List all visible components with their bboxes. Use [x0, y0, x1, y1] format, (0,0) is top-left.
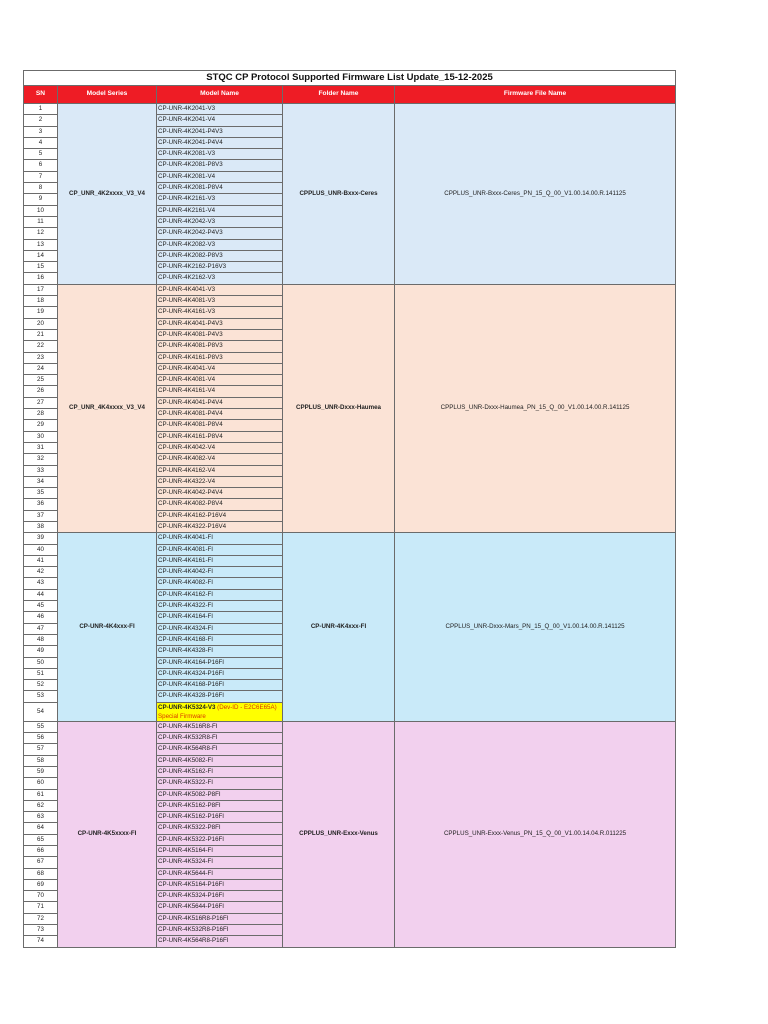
sn-cell: 46	[24, 612, 58, 623]
sn-cell: 47	[24, 623, 58, 634]
firmware-file-cell: CPPLUS_UNR-Exxx-Venus_PN_15_Q_00_V1.00.14.04.R.011225	[395, 721, 676, 947]
model-name-cell: CP-UNR-4K5644-FI	[157, 868, 283, 879]
table-body	[24, 104, 676, 948]
model-name-cell: CP-UNR-4K4042-P4V4	[157, 488, 283, 499]
sn-cell: 63	[24, 812, 58, 823]
header-folder-name: Folder Name	[283, 86, 395, 104]
model-name-cell: CP-UNR-4K4322-V4	[157, 476, 283, 487]
firmware-file-cell: CPPLUS_UNR-Bxxx-Ceres_PN_15_Q_00_V1.00.14.00.R.141125	[395, 104, 676, 285]
model-name-cell: CP-UNR-4K4161-V3	[157, 307, 283, 318]
model-name-cell: CP-UNR-4K4168-P16FI	[157, 680, 283, 691]
sn-cell: 17	[24, 284, 58, 295]
sn-cell: 14	[24, 250, 58, 261]
model-name-cell: CP-UNR-4K516R8-P16FI	[157, 913, 283, 924]
sn-cell: 18	[24, 296, 58, 307]
special-model-name: CP-UNR-4K5324-V3	[158, 703, 216, 711]
model-name-cell: CP-UNR-4K2081-P8V4	[157, 183, 283, 194]
sn-cell: 8	[24, 183, 58, 194]
model-series-cell: CP-UNR-4K4xxx-FI	[58, 533, 157, 721]
model-name-cell: CP-UNR-4K4168-FI	[157, 634, 283, 645]
firmware-table	[23, 70, 676, 948]
sn-cell: 73	[24, 925, 58, 936]
sn-cell: 71	[24, 902, 58, 913]
model-name-cell: CP-UNR-4K4161-P8V3	[157, 352, 283, 363]
model-name-cell: CP-UNR-4K4324-FI	[157, 623, 283, 634]
model-name-cell: CP-UNR-4K5164-P16FI	[157, 879, 283, 890]
model-series-cell: CP_UNR_4K4xxxx_V3_V4	[58, 284, 157, 533]
model-name-cell: CP-UNR-4K4164-FI	[157, 612, 283, 623]
model-name-cell: CP-UNR-4K2162-P16V3	[157, 262, 283, 273]
folder-name-cell: CPPLUS_UNR-Exxx-Venus	[283, 721, 395, 947]
sn-cell: 39	[24, 533, 58, 544]
special-dev-id: (Dev-ID - E2C6E65A)	[217, 703, 277, 711]
model-name-cell: CP-UNR-4K5644-P16FI	[157, 902, 283, 913]
sn-cell: 20	[24, 318, 58, 329]
model-name-cell: CP-UNR-4K2082-P8V3	[157, 250, 283, 261]
sn-cell: 13	[24, 239, 58, 250]
firmware-file-cell: CPPLUS_UNR-Dxxx-Haumea_PN_15_Q_00_V1.00.14.00.R.141125	[395, 284, 676, 533]
sn-cell: 28	[24, 409, 58, 420]
sn-cell: 55	[24, 721, 58, 732]
sn-cell: 69	[24, 879, 58, 890]
special-firmware-cell	[157, 702, 283, 721]
sn-cell: 33	[24, 465, 58, 476]
model-name-cell: CP-UNR-4K2041-V3	[157, 104, 283, 115]
sn-cell: 3	[24, 126, 58, 137]
table-row	[24, 284, 676, 295]
model-name-cell: CP-UNR-4K4161-P8V4	[157, 431, 283, 442]
model-name-cell: CP-UNR-4K2041-P4V3	[157, 126, 283, 137]
sn-cell: 57	[24, 744, 58, 755]
sn-cell: 23	[24, 352, 58, 363]
model-series-cell: CP-UNR-4K5xxxx-FI	[58, 721, 157, 947]
sn-cell: 37	[24, 510, 58, 521]
sn-cell: 7	[24, 171, 58, 182]
model-name-cell: CP-UNR-4K5322-P16FI	[157, 834, 283, 845]
sn-cell: 41	[24, 555, 58, 566]
model-name-cell: CP-UNR-4K4042-V4	[157, 442, 283, 453]
sn-cell: 51	[24, 668, 58, 679]
model-name-cell: CP-UNR-4K2161-V3	[157, 194, 283, 205]
model-name-cell: CP-UNR-4K4322-P16V4	[157, 521, 283, 532]
model-name-cell: CP-UNR-4K4162-P16V4	[157, 510, 283, 521]
model-name-cell: CP-UNR-4K2041-V4	[157, 115, 283, 126]
model-name-cell: CP-UNR-4K5162-P8FI	[157, 800, 283, 811]
model-name-cell: CP-UNR-4K4082-FI	[157, 578, 283, 589]
table-row	[24, 721, 676, 732]
table-row	[24, 533, 676, 544]
model-name-cell: CP-UNR-4K5082-P8FI	[157, 789, 283, 800]
sn-cell: 1	[24, 104, 58, 115]
model-name-cell: CP-UNR-4K5164-FI	[157, 846, 283, 857]
sn-cell: 22	[24, 341, 58, 352]
sn-cell: 32	[24, 454, 58, 465]
sn-cell: 4	[24, 137, 58, 148]
model-name-cell: CP-UNR-4K4161-FI	[157, 555, 283, 566]
model-name-cell: CP-UNR-4K4081-P4V4	[157, 409, 283, 420]
model-name-cell: CP-UNR-4K2042-P4V3	[157, 228, 283, 239]
model-name-cell: CP-UNR-4K2081-V3	[157, 149, 283, 160]
model-name-cell: CP-UNR-4K532R8-FI	[157, 733, 283, 744]
sn-cell: 53	[24, 691, 58, 702]
model-name-cell: CP-UNR-4K2081-V4	[157, 171, 283, 182]
sn-cell: 50	[24, 657, 58, 668]
model-name-cell: CP-UNR-4K4041-P4V4	[157, 397, 283, 408]
sn-cell: 36	[24, 499, 58, 510]
model-name-cell: CP-UNR-4K4081-V4	[157, 375, 283, 386]
sn-cell: 27	[24, 397, 58, 408]
model-name-cell: CP-UNR-4K2162-V3	[157, 273, 283, 284]
model-name-cell: CP-UNR-4K4328-P16FI	[157, 691, 283, 702]
sn-cell: 49	[24, 646, 58, 657]
model-name-cell: CP-UNR-4K4041-V4	[157, 363, 283, 374]
header-model-series: Model Series	[58, 86, 157, 104]
sn-cell: 15	[24, 262, 58, 273]
model-name-cell: CP-UNR-4K2042-V3	[157, 216, 283, 227]
sn-cell: 67	[24, 857, 58, 868]
model-name-cell: CP-UNR-4K564R8-FI	[157, 744, 283, 755]
sn-cell: 59	[24, 766, 58, 777]
sn-cell: 9	[24, 194, 58, 205]
model-name-cell: CP-UNR-4K5162-P16FI	[157, 812, 283, 823]
sn-cell: 74	[24, 936, 58, 947]
model-name-cell: CP-UNR-4K2082-V3	[157, 239, 283, 250]
model-name-cell: CP-UNR-4K4081-P4V3	[157, 329, 283, 340]
sn-cell: 64	[24, 823, 58, 834]
model-name-cell: CP-UNR-4K4041-FI	[157, 533, 283, 544]
model-name-cell: CP-UNR-4K4162-FI	[157, 589, 283, 600]
sn-cell: 25	[24, 375, 58, 386]
model-name-cell: CP-UNR-4K2081-P8V3	[157, 160, 283, 171]
sn-cell: 65	[24, 834, 58, 845]
sn-cell: 34	[24, 476, 58, 487]
sn-cell: 61	[24, 789, 58, 800]
model-name-cell: CP-UNR-4K564R8-P16FI	[157, 936, 283, 947]
model-name-cell: CP-UNR-4K4322-FI	[157, 601, 283, 612]
sn-cell: 45	[24, 601, 58, 612]
table-row	[24, 104, 676, 115]
model-name-cell: CP-UNR-4K532R8-P16FI	[157, 925, 283, 936]
model-name-cell: CP-UNR-4K4041-P4V3	[157, 318, 283, 329]
sn-cell: 66	[24, 846, 58, 857]
sn-cell: 60	[24, 778, 58, 789]
model-name-cell: CP-UNR-4K4081-V3	[157, 296, 283, 307]
model-name-cell: CP-UNR-4K5162-FI	[157, 766, 283, 777]
model-name-cell: CP-UNR-4K4082-V4	[157, 454, 283, 465]
sn-cell: 62	[24, 800, 58, 811]
model-name-cell: CP-UNR-4K4081-P8V3	[157, 341, 283, 352]
sn-cell: 44	[24, 589, 58, 600]
sn-cell: 68	[24, 868, 58, 879]
sn-cell: 26	[24, 386, 58, 397]
sn-cell: 52	[24, 680, 58, 691]
sn-cell: 72	[24, 913, 58, 924]
sn-cell: 24	[24, 363, 58, 374]
sn-cell: 19	[24, 307, 58, 318]
model-name-cell: CP-UNR-4K5324-FI	[157, 857, 283, 868]
model-name-cell: CP-UNR-4K4164-P16FI	[157, 657, 283, 668]
sn-cell: 54	[24, 702, 58, 721]
model-name-cell: CP-UNR-4K4162-V4	[157, 465, 283, 476]
firmware-file-cell: CPPLUS_UNR-Dxxx-Mars_PN_15_Q_00_V1.00.14.00.R.141125	[395, 533, 676, 721]
sn-cell: 16	[24, 273, 58, 284]
sn-cell: 2	[24, 115, 58, 126]
sn-cell: 30	[24, 431, 58, 442]
model-name-cell: CP-UNR-4K5322-P8FI	[157, 823, 283, 834]
sn-cell: 10	[24, 205, 58, 216]
sn-cell: 38	[24, 521, 58, 532]
folder-name-cell: CPPLUS_UNR-Bxxx-Ceres	[283, 104, 395, 285]
model-name-cell: CP-UNR-4K2161-V4	[157, 205, 283, 216]
sn-cell: 5	[24, 149, 58, 160]
sn-cell: 40	[24, 544, 58, 555]
model-name-cell: CP-UNR-4K4328-FI	[157, 646, 283, 657]
folder-name-cell: CPPLUS_UNR-Dxxx-Haumea	[283, 284, 395, 533]
sn-cell: 56	[24, 733, 58, 744]
special-firmware-note: Special Firmware	[158, 712, 206, 720]
model-series-cell: CP_UNR_4K2xxxx_V3_V4	[58, 104, 157, 285]
model-name-cell: CP-UNR-4K516R8-FI	[157, 721, 283, 732]
model-name-cell: CP-UNR-4K5322-FI	[157, 778, 283, 789]
sn-cell: 70	[24, 891, 58, 902]
header-model-name: Model Name	[157, 86, 283, 104]
folder-name-cell: CP-UNR-4K4xxx-FI	[283, 533, 395, 721]
model-name-cell: CP-UNR-4K4324-P16FI	[157, 668, 283, 679]
sn-cell: 42	[24, 567, 58, 578]
model-name-cell: CP-UNR-4K4041-V3	[157, 284, 283, 295]
sn-cell: 31	[24, 442, 58, 453]
model-name-cell: CP-UNR-4K4042-FI	[157, 567, 283, 578]
sn-cell: 6	[24, 160, 58, 171]
sn-cell: 12	[24, 228, 58, 239]
sn-cell: 11	[24, 216, 58, 227]
header-sn: SN	[24, 86, 58, 104]
model-name-cell: CP-UNR-4K4081-FI	[157, 544, 283, 555]
header-firmware-file-name: Firmware File Name	[395, 86, 676, 104]
sn-cell: 43	[24, 578, 58, 589]
sn-cell: 48	[24, 634, 58, 645]
model-name-cell: CP-UNR-4K5082-FI	[157, 755, 283, 766]
sheet-title: STQC CP Protocol Supported Firmware List Update_15-12-2025	[24, 71, 676, 86]
sn-cell: 35	[24, 488, 58, 499]
model-name-cell: CP-UNR-4K4082-P8V4	[157, 499, 283, 510]
model-name-cell: CP-UNR-4K2041-P4V4	[157, 137, 283, 148]
sn-cell: 21	[24, 329, 58, 340]
model-name-cell: CP-UNR-4K4081-P8V4	[157, 420, 283, 431]
sn-cell: 58	[24, 755, 58, 766]
model-name-cell: CP-UNR-4K4161-V4	[157, 386, 283, 397]
model-name-cell: CP-UNR-4K5324-P16FI	[157, 891, 283, 902]
sn-cell: 29	[24, 420, 58, 431]
